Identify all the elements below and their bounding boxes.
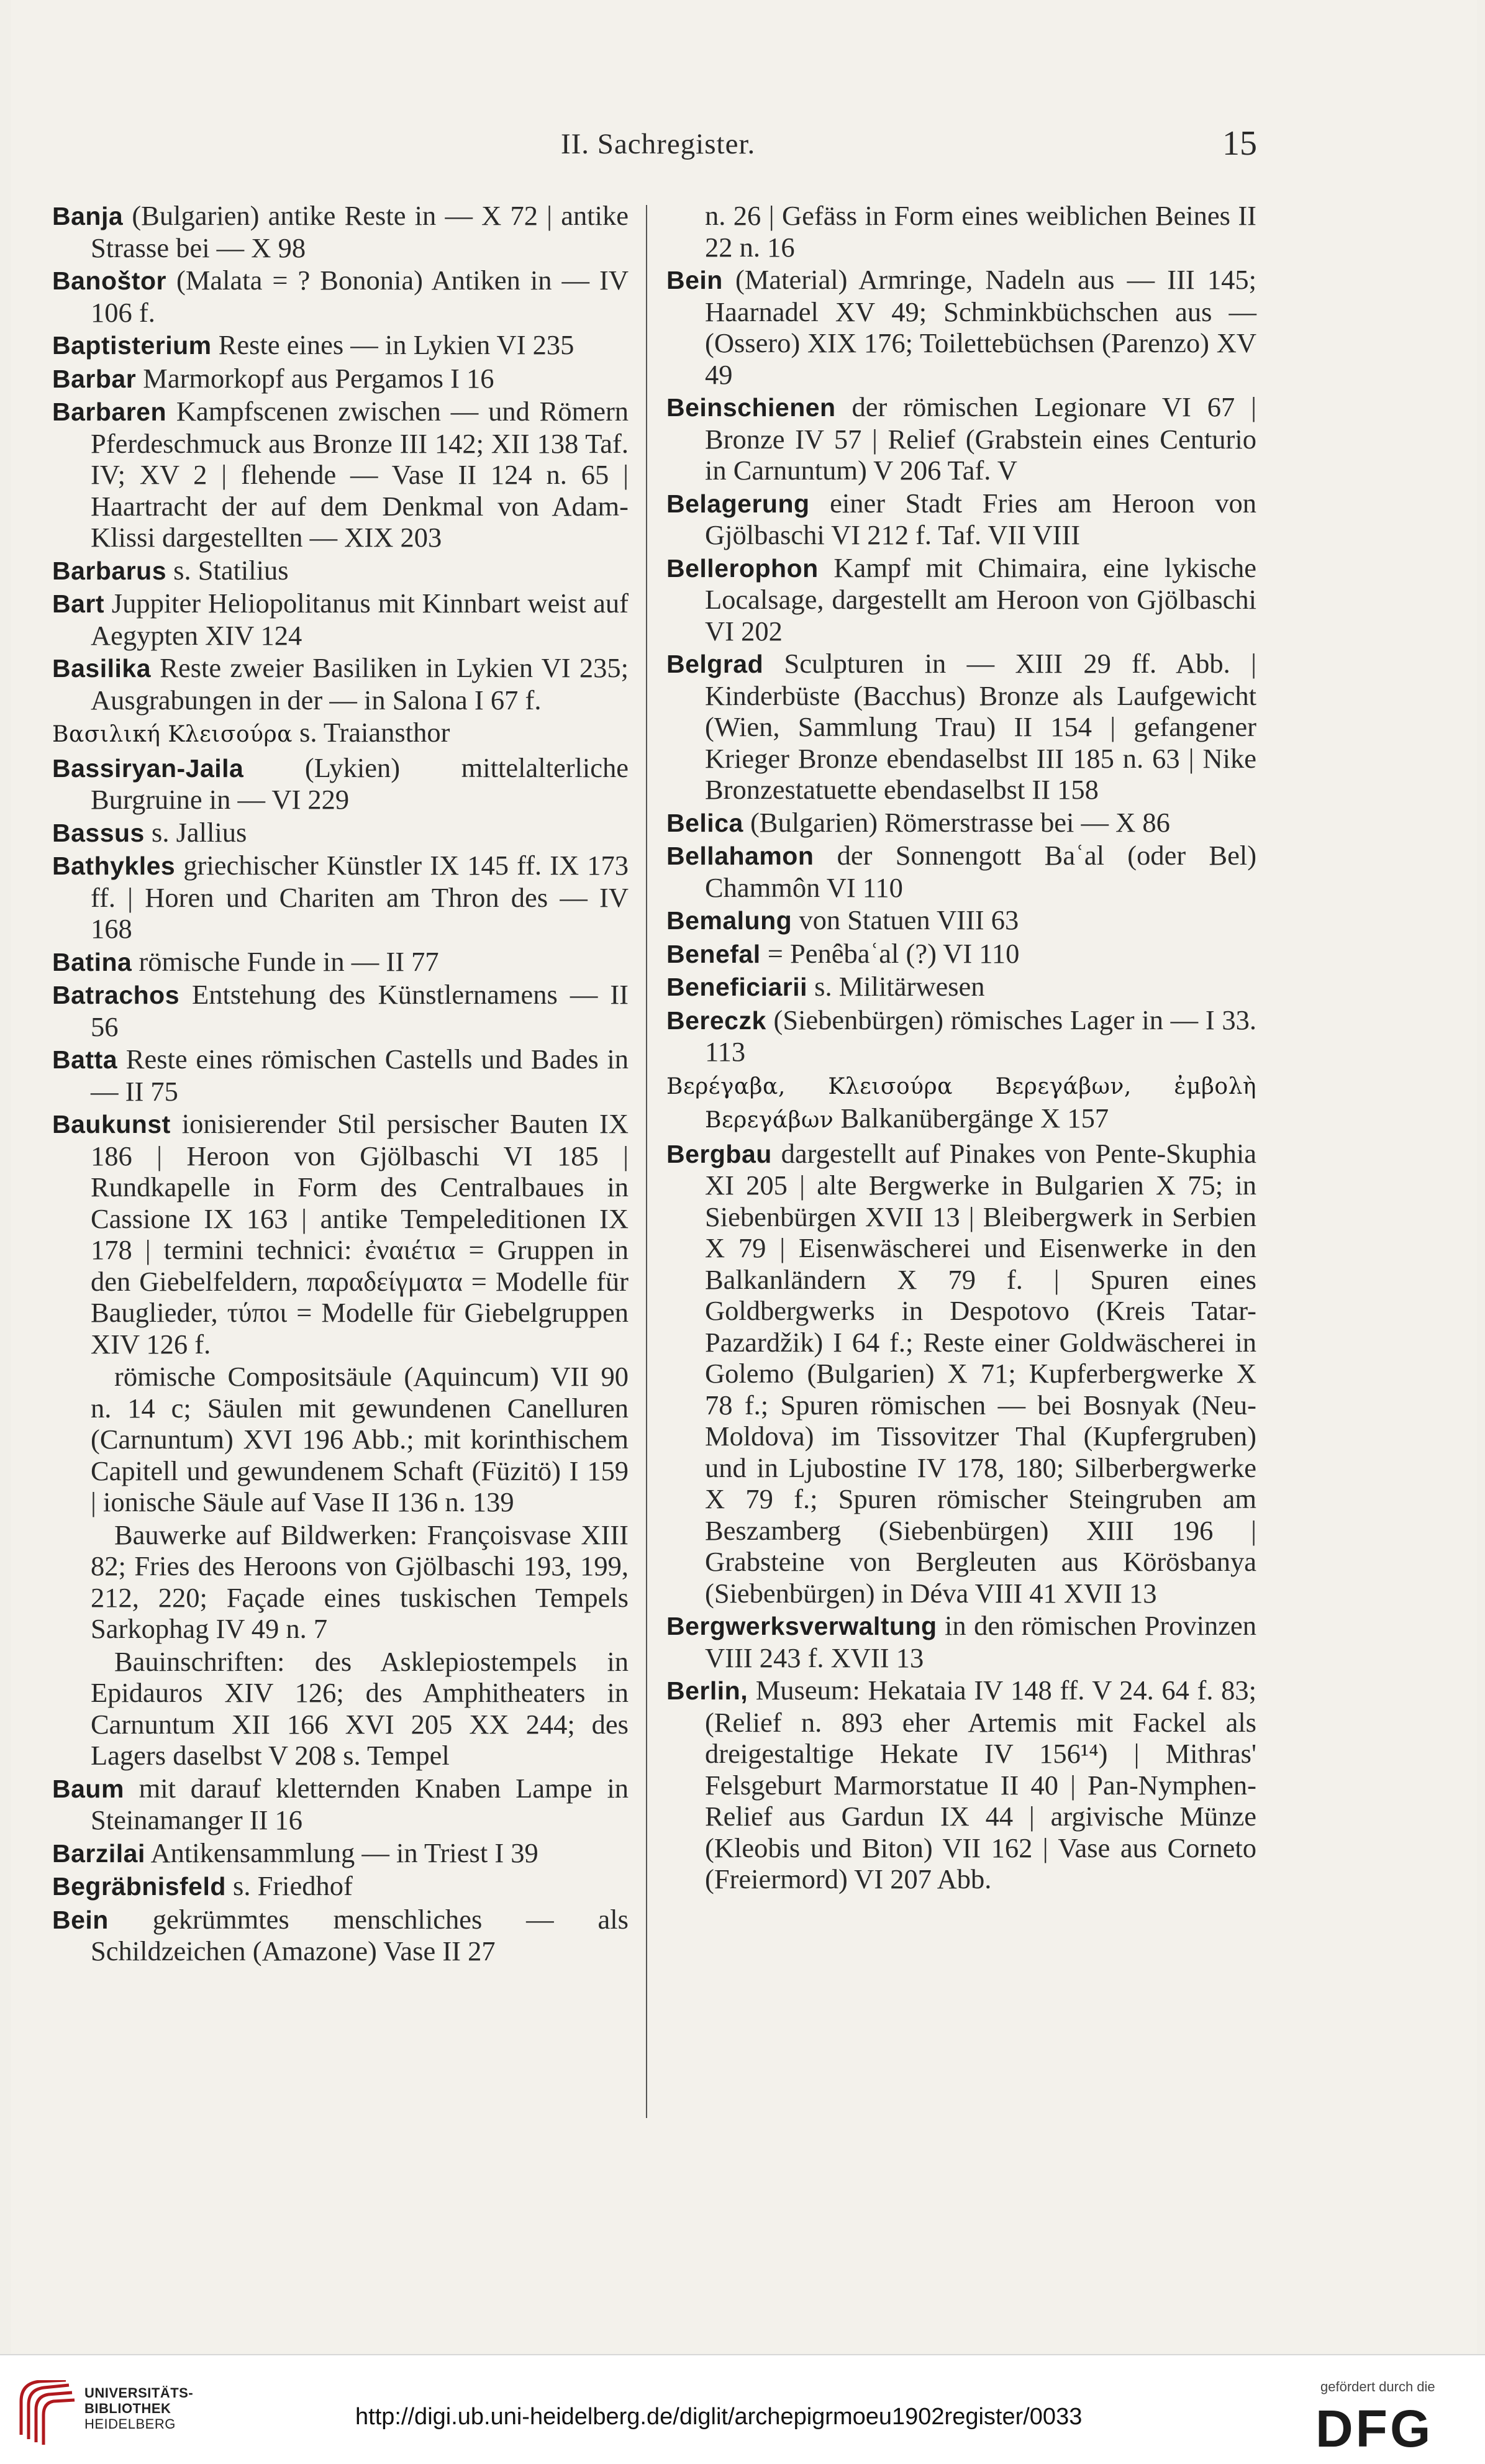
index-entry-text: (Bulgarien) antike Reste in — X 72 | antike Strasse bei — X 98 (91, 200, 629, 263)
index-entry (52, 850, 629, 945)
index-lemma: Batina (52, 947, 132, 976)
index-entry (666, 1675, 1256, 1895)
index-lemma: Bein (52, 1905, 109, 1934)
index-lemma: Bemalung (666, 906, 792, 935)
index-entry-text: Bauinschriften: des Asklepiostempels in Epidauros XIV 126; des Amphitheaters in Carnuntum XII 166 XVI 205 XX 244; des Lagers daselbst V 208 s. Tempel (91, 1645, 629, 1771)
page-header (11, 124, 1477, 171)
index-lemma: Basilika (52, 654, 151, 683)
page-number: 15 (1222, 124, 1257, 163)
index-entry (666, 971, 1256, 1003)
university-library-logo-icon (16, 2380, 78, 2448)
index-lemma: Belgrad (666, 650, 764, 678)
index-entry (666, 488, 1256, 551)
index-lemma: Belica (666, 808, 743, 837)
library-name: UNIVERSITÄTS- BIBLIOTHEK HEIDELBERG (84, 2385, 194, 2432)
index-lemma: Baukunst (52, 1110, 171, 1139)
index-entry-text: römische Funde in — II 77 (139, 945, 439, 977)
dfg-logo: DFG (1315, 2399, 1433, 2458)
document-page (11, 0, 1477, 2354)
index-entry (666, 938, 1256, 970)
index-entry-text: Kampf mit Chimaira, eine lykische Localsage, dargestellt am Heroon von Gjölbaschi VI 202 (705, 552, 1256, 647)
index-lemma: Barbarus (52, 556, 167, 585)
index-entry (52, 817, 629, 849)
index-lemma: Barbar (52, 364, 137, 393)
index-entry-text: s. Friedhof (233, 1870, 353, 1901)
index-lemma: Beneficiarii (666, 973, 808, 1001)
index-entry-text: Antikensammlung — in Triest I 39 (150, 1837, 538, 1868)
index-entry-text: römische Compositsäule (Aquincum) VII 90 n. 14 c; Säulen mit gewundenen Canelluren (Carnuntum) XVI 196 Abb.; mit korinthischem Capitell und gewundenem Schaft (Füzitö) I 159 | ionische Säule auf Vase II 136 n. 139 (91, 1361, 629, 1517)
index-entry-text: Entstehung des Künstlernamens — II 56 (91, 979, 629, 1042)
index-lemma: Beinschienen (666, 393, 836, 422)
index-entry-text: der Sonnengott Baʿal (oder Bel) Chammôn VI 110 (705, 840, 1257, 903)
index-lemma: Βασιλική Κλεισούρα (52, 722, 293, 747)
index-entry-text: (Bulgarien) Römerstrasse bei — X 86 (750, 806, 1170, 838)
index-entry-text: Reste eines römischen Castells und Bades in — II 75 (91, 1043, 629, 1107)
index-entry-text: Juppiter Heliopolitanus mit Kinnbart weist auf Aegypten XIV 124 (91, 588, 629, 651)
index-column-left (52, 200, 629, 1968)
index-entry (52, 1773, 629, 1836)
index-lemma: Berlin, (666, 1676, 748, 1705)
column-divider (646, 205, 647, 2118)
index-entry (52, 717, 629, 751)
index-lemma: Bergwerksverwaltung (666, 1612, 937, 1640)
index-lemma: Barbaren (52, 398, 167, 426)
index-entry (52, 1904, 629, 1967)
footer-bar (0, 2354, 1485, 2464)
index-entry-text: Bauwerke auf Bildwerken: Françoisvase XIII 82; Fries des Heroons von Gjölbaschi 193, 199, 212, 220; Façade eines tuskischen Tempels Sarkophag IV 49 n. 7 (91, 1519, 629, 1644)
index-entry (666, 904, 1256, 937)
permalink-url[interactable]: http://digi.ub.uni-heidelberg.de/diglit/archepigrmoeu1902register/0033 (355, 2404, 1083, 2430)
index-entry (52, 1646, 629, 1771)
index-lemma: Bart (52, 589, 105, 618)
index-lemma: Banja (52, 202, 124, 230)
index-entry-text: von Statuen VIII 63 (799, 904, 1019, 935)
index-entry-text: (Malata = ? Bononia) Antiken in — IV 106 f. (91, 265, 629, 328)
running-title: II. Sachregister. (561, 128, 756, 160)
index-entry-text: Sculpturen in — XIII 29 ff. Abb. | Kinderbüste (Bacchus) Bronze als Laufgewicht (Wien, Sammlung Trau) II 154 | gefangener Krieger Bronze ebendaselbst III 185 n. 63 | Nike Bronzestatuette ebendaselbst II 158 (705, 648, 1257, 805)
index-entry-text: (Material) Armringe, Nadeln aus — III 145; Haarnadel XV 49; Schminkbüchschen aus — (Ossero) XIX 176; Toilettebüchsen (Parenzo) XV 49 (705, 264, 1256, 390)
index-lemma: Barzilai (52, 1839, 145, 1868)
index-lemma: Benefal (666, 939, 761, 968)
index-entry-text: s. Militärwesen (814, 971, 985, 1002)
index-lemma: Bassus (52, 818, 145, 847)
index-entry (52, 265, 629, 328)
index-entry-text: ionisierender Stil persischer Bauten IX 186 | Heroon von Gjölbaschi VI 185 | Rundkapelle in Form des Centralbaues in Cassione IX 163 | antike Tempeleditionen IX 178 | termini technici: ἐναιέτια = Gruppen in den Giebelfeldern, παραδείγματα = Modelle für Bauglieder, τύποι = Modelle für Giebelgruppen XIV 126 f. (91, 1108, 629, 1360)
index-entry (52, 946, 629, 978)
index-entry (666, 552, 1256, 647)
index-entry (52, 200, 629, 263)
index-entry (666, 1004, 1256, 1068)
index-entry-text: s. Statilius (173, 554, 289, 586)
index-lemma: Belagerung (666, 489, 810, 518)
index-entry (52, 979, 629, 1042)
index-entry-text: (Lykien) mittelalterliche Burgruine in — VI 229 (91, 752, 629, 815)
index-entry-text: = Penêbaʿal (?) VI 110 (767, 937, 1020, 969)
index-entry-text: griechischer Künstler IX 145 ff. IX 173 ff. | Horen und Chariten am Thron des — IV 168 (91, 850, 629, 944)
index-entry (52, 396, 629, 553)
index-entry (52, 1043, 629, 1107)
index-entry-text: der römischen Legionare VI 67 | Bronze IV 57 | Relief (Grabstein eines Centurio in Carnuntum) V 206 Taf. V (705, 391, 1256, 486)
funding-note: gefördert durch die (1320, 2379, 1435, 2394)
index-entry-text: Kampfscenen zwischen — und Römern Pferdeschmuck aus Bronze III 142; XII 138 Taf. IV; XV 2 | flehende — Vase II 124 n. 65 | Haartracht der auf dem Denkmal von Adam-Klissi dargestellten — XIX 203 (91, 396, 629, 553)
index-entry-text: Marmorkopf aus Pergamos I 16 (143, 362, 494, 394)
index-lemma: Batta (52, 1045, 118, 1074)
index-lemma: Bellerophon (666, 553, 819, 583)
index-entry (52, 1837, 629, 1870)
index-entry (666, 840, 1256, 903)
index-entry-text: s. Traiansthor (299, 717, 450, 748)
index-entry (52, 1361, 629, 1518)
index-lemma: Βερέγαβα, Κλεισούρα Βερεγάβων, ἐμβολὴ Βερεγάβων (666, 1073, 1256, 1133)
index-lemma: Bergbau (666, 1139, 772, 1168)
index-entry (666, 1069, 1256, 1137)
index-entry (666, 807, 1256, 839)
index-entry-text: mit darauf kletternden Knaben Lampe in Steinamanger II 16 (91, 1772, 629, 1835)
index-entry-text: Reste zweier Basiliken in Lykien VI 235; Ausgrabungen in der — in Salona I 67 f. (91, 652, 629, 716)
index-entry (666, 200, 1256, 263)
index-lemma: Bathykles (52, 852, 176, 880)
index-entry-text: dargestellt auf Pinakes von Pente-Skuphia XI 205 | alte Bergwerke in Bulgarien X 75; in Siebenbürgen XVII 13 | Bleibergwerk in Serbien X 79 | Eisenwäscherei und Eisenwerke in den Balkanländern X 79 f. | Spuren eines Goldbergwerks in Despotovo (Kreis Tatar-Pazardžik) I 64 f.; Reste einer Goldwäscherei in Golemo (Bulgarien) X 71; Kupferbergwerke X 78 f.; Spuren römischen — bei Bosnyak (Neu-Moldova) im Tissovitzer Thal (Kupfergruben) und in Ljubostine IV 178, 180; Silberbergwerke X 79 f.; Spuren römischer Steingruben am Beszamberg (Siebenbürgen) XIII 196 | Grabsteine von Bergleuten aus Körösbanya (Siebenbürgen) in Déva VIII 41 XVII 13 (705, 1137, 1257, 1609)
index-lemma: Baum (52, 1774, 124, 1803)
index-entry (666, 1610, 1256, 1673)
index-entry (52, 652, 629, 716)
index-lemma: Bereczk (666, 1006, 766, 1035)
index-column-right (666, 200, 1256, 1896)
index-entry (666, 648, 1256, 806)
index-entry (52, 1108, 629, 1360)
index-entry (52, 555, 629, 587)
index-lemma: Bein (666, 266, 723, 294)
index-lemma: Banoštor (52, 266, 166, 295)
index-lemma: Bellahamon (666, 842, 814, 870)
index-entry (666, 391, 1256, 486)
index-entry (52, 329, 629, 361)
index-entry-text: gekrümmtes menschliches — als Schildzeichen (Amazone) Vase II 27 (91, 1903, 629, 1966)
index-entry (52, 588, 629, 651)
index-entry (666, 1138, 1256, 1609)
index-entry (666, 264, 1256, 390)
index-entry-text: s. Jallius (152, 816, 247, 848)
index-entry (52, 752, 629, 816)
index-lemma: Baptisterium (52, 331, 212, 360)
index-lemma: Begräbnisfeld (52, 1872, 226, 1901)
index-entry-text: Reste eines — in Lykien VI 235 (218, 329, 574, 360)
index-entry (52, 1870, 629, 1903)
index-entry-text: (Siebenbürgen) römisches Lager in — I 33. 113 (705, 1004, 1257, 1067)
index-entry-text: Museum: Hekataia IV 148 ff. V 24. 64 f. 83; (Relief n. 893 eher Artemis mit Fackel als dreigestaltige Hekate IV 156¹⁴) | Mithras' Felsgeburt Marmorstatue II 40 | Pan-Nymphen-Relief aus Gardun IX 44 | argivische Münze (Kleobis und Biton) VII 162 | Vase aus Corneto (Freiermord) VI 207 Abb. (705, 1675, 1256, 1894)
index-lemma: Bassiryan-Jaila (52, 753, 244, 783)
index-entry (52, 1519, 629, 1645)
index-entry-text: in den römischen Provinzen VIII 243 f. XVII 13 (705, 1610, 1257, 1673)
index-lemma: Batrachos (52, 981, 180, 1009)
index-entry-text: Balkanübergänge X 157 (840, 1102, 1109, 1134)
index-entry (52, 363, 629, 395)
index-entry-text: n. 26 | Gefäss in Form eines weiblichen Beines II 22 n. 16 (705, 200, 1256, 263)
index-entry-text: einer Stadt Fries am Heroon von Gjölbaschi VI 212 f. Taf. VII VIII (705, 487, 1256, 550)
